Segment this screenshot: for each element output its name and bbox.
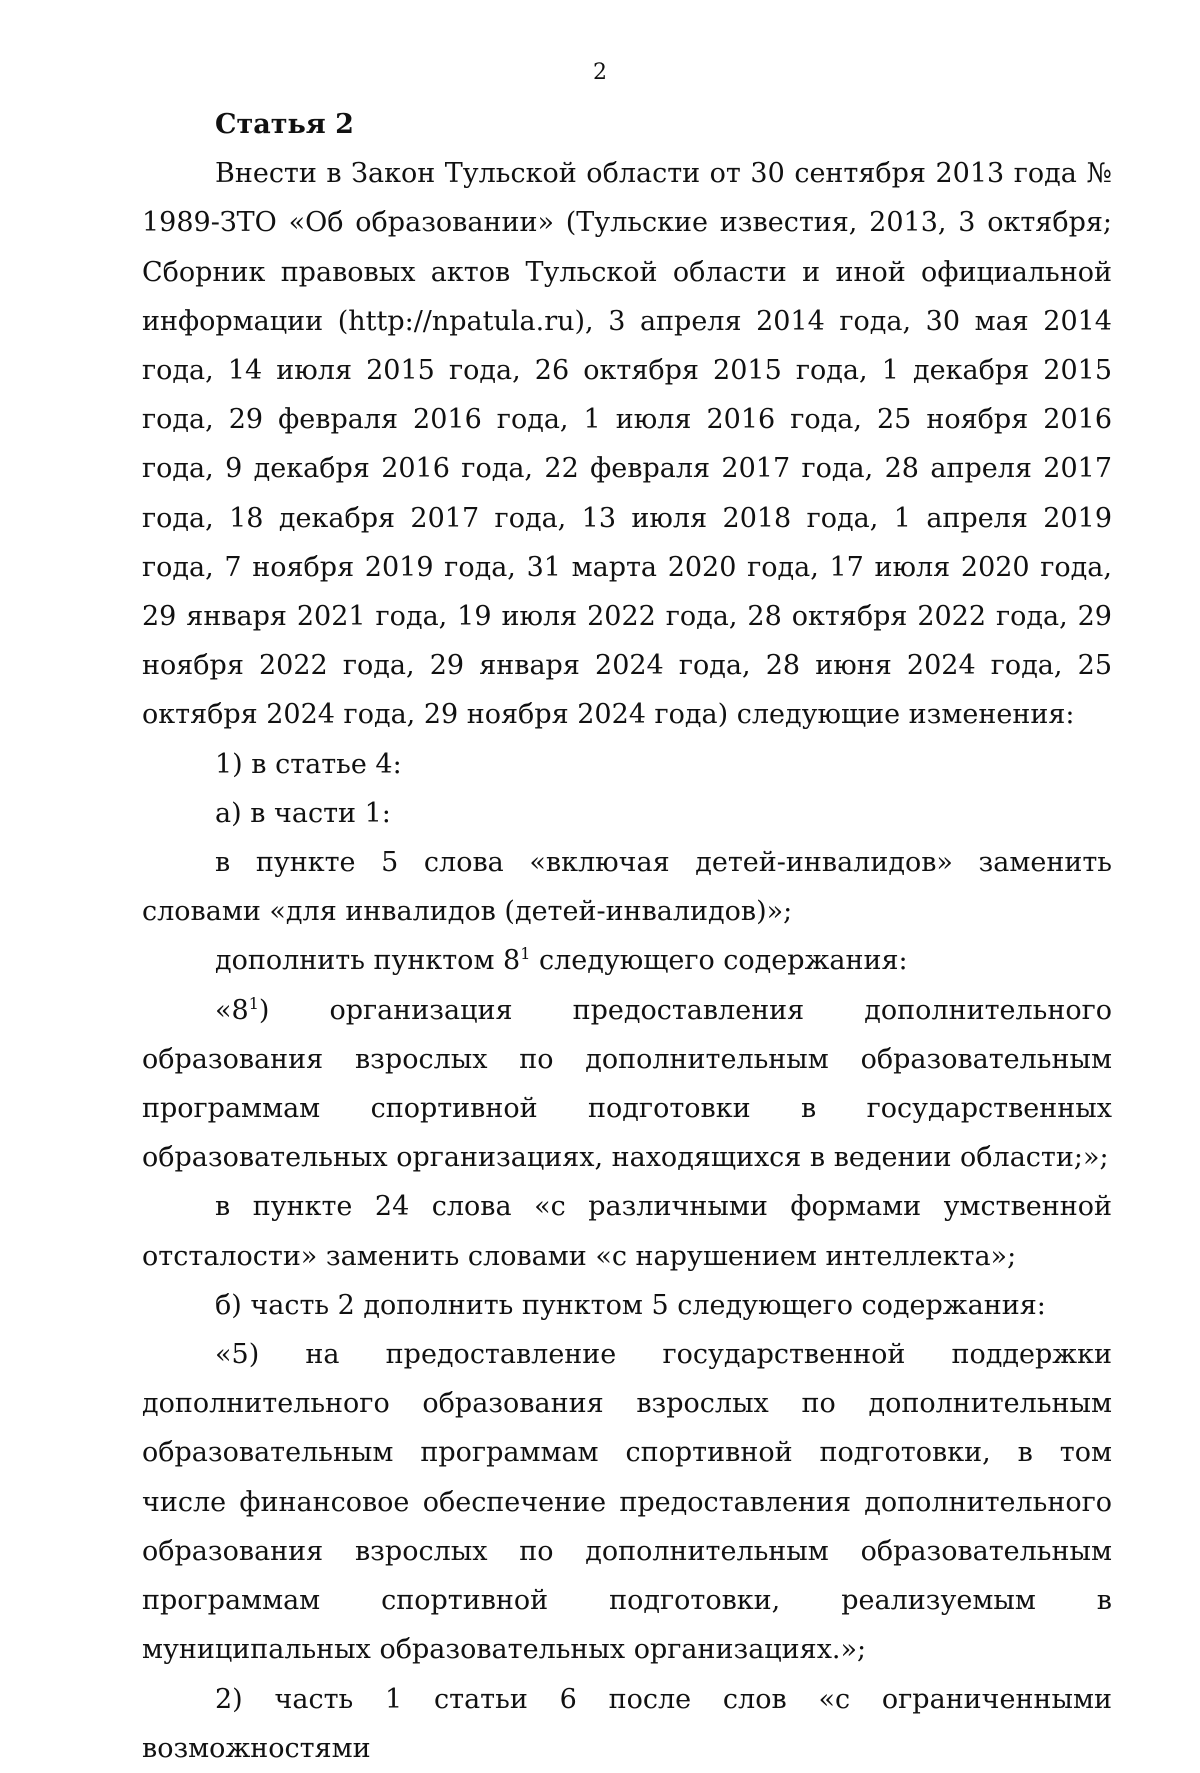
superscript: 1: [520, 944, 531, 964]
article-title: Статья 2: [215, 109, 354, 140]
paragraph-point-5: в пункте 5 слова «включая детей-инвалидов» заменить словами «для инвалидов (детей-инвалидов)»;: [142, 847, 1112, 928]
paragraph-add-point-8-1: [142, 936, 1112, 985]
superscript: 1: [248, 993, 259, 1013]
text-segment: «8: [215, 994, 249, 1026]
paragraph-point-8-1-text: [142, 986, 1112, 1183]
paragraph-item-2: 2) часть 1 статьи 6 после слов «с ограниченными возможностями: [142, 1683, 1112, 1764]
paragraph-point-24: в пункте 24 слова «с различными формами умственной отсталости» заменить словами «с нарушением интеллекта»;: [142, 1191, 1112, 1272]
text-segment: дополнить пунктом 8: [215, 945, 521, 977]
page-number: 2: [593, 60, 607, 85]
paragraph-subitem-a: а) в части 1:: [215, 797, 391, 829]
paragraph-subitem-b: б) часть 2 дополнить пунктом 5 следующего содержания:: [215, 1289, 1046, 1321]
text-segment: ) организация предоставления дополнительного образования взрослых по дополнительным образовательным программам спортивной подготовки в государственных образовательных организациях, находящихся в ведении области;»;: [142, 994, 1112, 1174]
paragraph-item-1: 1) в статье 4:: [215, 748, 402, 780]
text-segment: следующего содержания:: [530, 945, 908, 977]
paragraph-point-5-text: «5) на предоставление государственной поддержки дополнительного образования взрослых по дополнительным образовательным программам спортивной подготовки, в том числе финансовое обеспечение предоставления дополнительного образования взрослых по дополнительным образовательным программам спортивной подготовки, реализуемым в муниципальных образовательных организациях.»;: [142, 1339, 1112, 1666]
document-body: [142, 100, 1112, 1773]
paragraph-amendment-intro: Внести в Закон Тульской области от 30 сентября 2013 года № 1989-ЗТО «Об образовании» (Тульские известия, 2013, 3 октября; Сборник правовых актов Тульской области и иной официальной информации (http://npatula.ru), 3 апреля 2014 года, 30 мая 2014 года, 14 июля 2015 года, 26 октября 2015 года, 1 декабря 2015 года, 29 февраля 2016 года, 1 июля 2016 года, 25 ноября 2016 года, 9 декабря 2016 года, 22 февраля 2017 года, 28 апреля 2017 года, 18 декабря 2017 года, 13 июля 2018 года, 1 апреля 2019 года, 7 ноября 2019 года, 31 марта 2020 года, 17 июля 2020 года, 29 января 2021 года, 19 июля 2022 года, 28 октября 2022 года, 29 ноября 2022 года, 29 января 2024 года, 28 июня 2024 года, 25 октября 2024 года, 29 ноября 2024 года) следующие изменения:: [142, 158, 1112, 731]
